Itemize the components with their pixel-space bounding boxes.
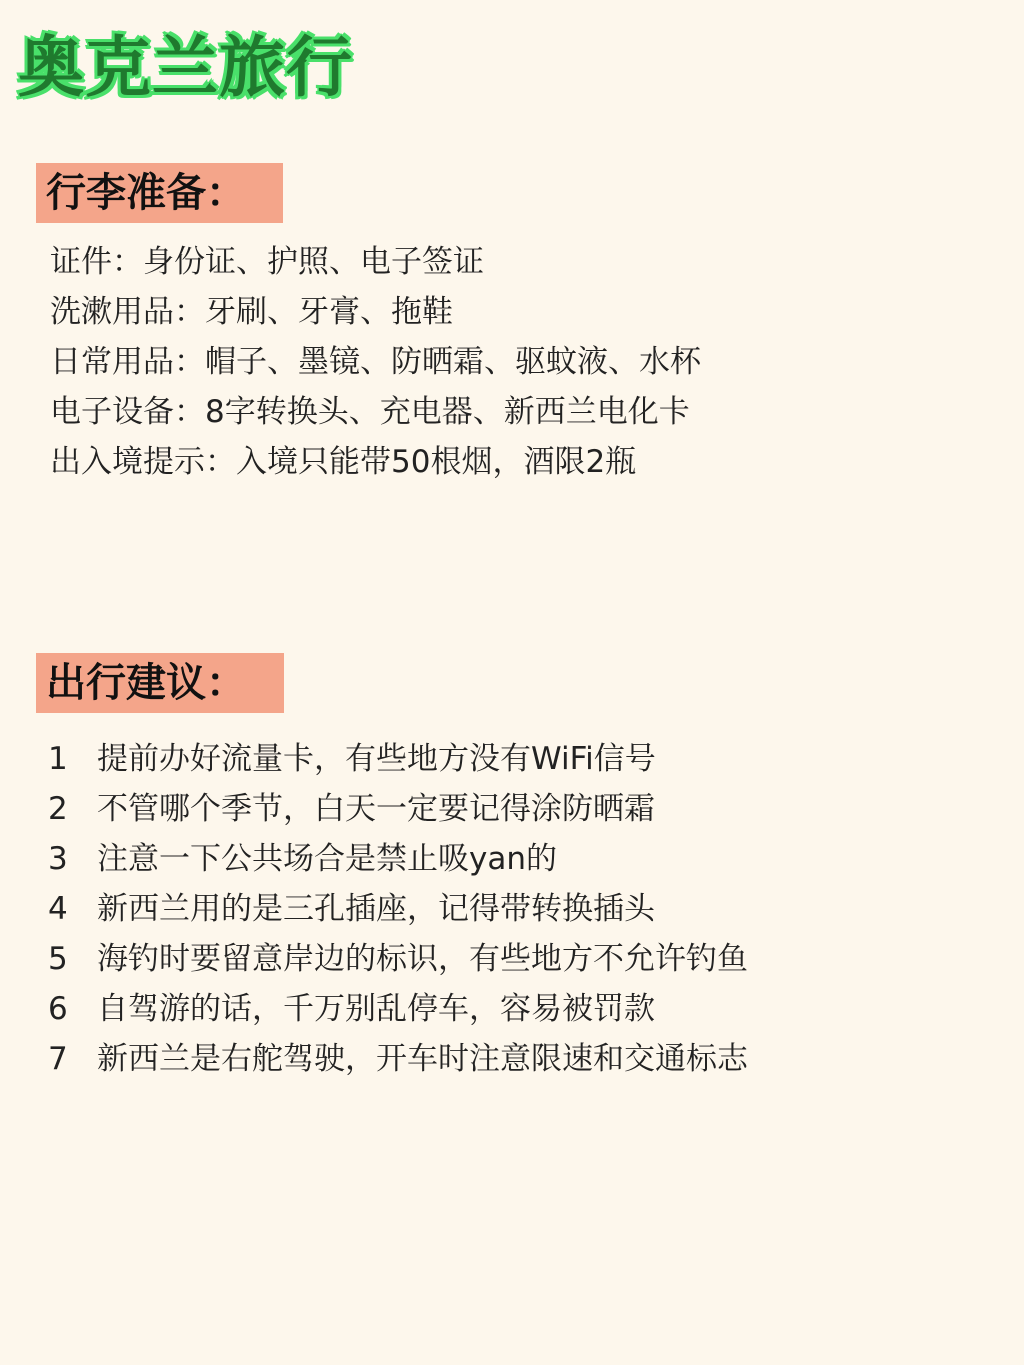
tips-header-label: 出行建议： bbox=[46, 660, 246, 706]
packing-item-toiletries: 洗漱用品：牙刷、牙膏、拖鞋 bbox=[50, 294, 453, 330]
tip-text: 提前办好流量卡，有些地方没有WiFi信号 bbox=[97, 741, 656, 777]
tip-number: 1 bbox=[48, 741, 68, 777]
list-item bbox=[48, 934, 748, 984]
tip-number: 2 bbox=[48, 791, 68, 827]
list-item bbox=[48, 884, 748, 934]
list-item bbox=[48, 734, 748, 784]
tip-text: 海钓时要留意岸边的标识，有些地方不允许钓鱼 bbox=[97, 941, 748, 977]
tip-number: 3 bbox=[48, 841, 68, 877]
list-item bbox=[48, 1034, 748, 1084]
tip-number: 5 bbox=[48, 941, 68, 977]
packing-item-electronics: 电子设备：8字转换头、充电器、新西兰电化卡 bbox=[50, 394, 690, 430]
tip-text: 不管哪个季节，白天一定要记得涂防晒霜 bbox=[97, 791, 655, 827]
packing-header-label: 行李准备： bbox=[46, 170, 246, 216]
tip-text: 注意一下公共场合是禁止吸yan的 bbox=[97, 841, 557, 877]
packing-item-customs-tips: 出入境提示：入境只能带50根烟，酒限2瓶 bbox=[50, 444, 637, 480]
tip-number: 7 bbox=[48, 1041, 68, 1077]
list-item bbox=[48, 784, 748, 834]
tip-number: 6 bbox=[48, 991, 68, 1027]
packing-list bbox=[50, 237, 701, 487]
page-title: 奥克兰旅行 bbox=[18, 29, 353, 106]
tips-list bbox=[48, 734, 748, 1084]
tip-text: 新西兰是右舵驾驶，开车时注意限速和交通标志 bbox=[97, 1041, 748, 1077]
tip-text: 新西兰用的是三孔插座，记得带转换插头 bbox=[97, 891, 655, 927]
packing-section-header bbox=[36, 163, 283, 223]
packing-item-documents: 证件：身份证、护照、电子签证 bbox=[50, 244, 484, 280]
list-item bbox=[48, 834, 748, 884]
tip-number: 4 bbox=[48, 891, 68, 927]
tip-text: 自驾游的话，千万别乱停车，容易被罚款 bbox=[97, 991, 655, 1027]
tips-section-header bbox=[36, 653, 284, 713]
list-item bbox=[48, 984, 748, 1034]
packing-item-daily-supplies: 日常用品：帽子、墨镜、防晒霜、驱蚊液、水杯 bbox=[50, 344, 701, 380]
